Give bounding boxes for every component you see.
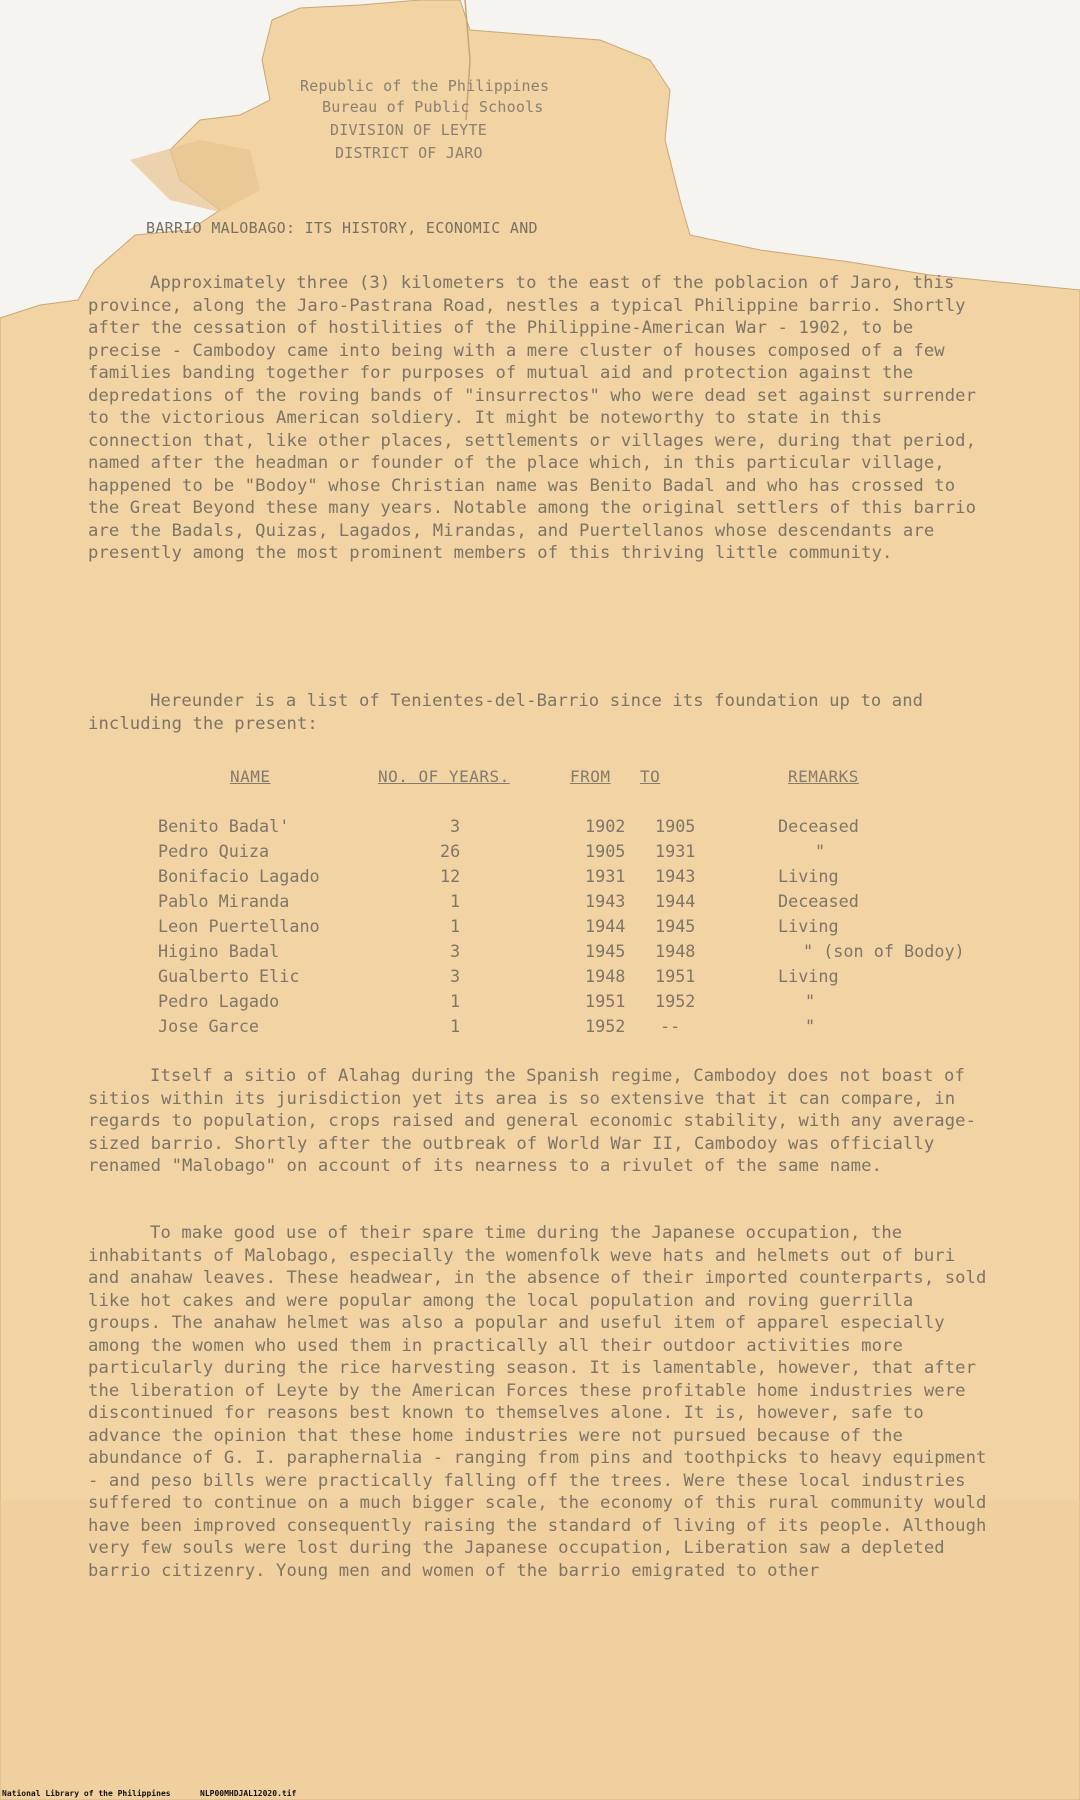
cell-years: 1 — [450, 891, 461, 911]
cell-from: 1905 — [585, 841, 626, 861]
cell-name: Higino Badal — [158, 941, 280, 961]
cell-remarks: Deceased — [778, 816, 859, 836]
header-district: DISTRICT OF JARO — [335, 144, 483, 162]
cell-years: 1 — [450, 1016, 461, 1036]
cell-from: 1943 — [585, 891, 626, 911]
cell-from: 1902 — [585, 816, 626, 836]
cell-years: 26 — [440, 841, 461, 861]
cell-from: 1952 — [585, 1016, 626, 1036]
cell-years: 3 — [450, 966, 461, 986]
footer-library: National Library of the Philippines — [2, 1789, 171, 1798]
cell-years: 1 — [450, 991, 461, 1011]
cell-years: 3 — [450, 816, 461, 836]
scan-footer — [0, 1788, 1080, 1800]
cell-name: Benito Badal' — [158, 816, 290, 836]
cell-remarks: " — [815, 841, 826, 861]
cell-name: Leon Puertellano — [158, 916, 320, 936]
sitio-paragraph: Itself a sitio of Alahag during the Spanish regime, Cambodoy does not boast of sitios within its jurisdiction yet its area is so extensive that it can compare, in regards to population, crops raised and general economic stability, with any average-sized barrio. Shortly after the outbreak of World War II, Cambodoy was officially renamed "Malobago" on account of its nearness to a rivulet of the same name. — [88, 1066, 977, 1176]
header-bureau: Bureau of Public Schools — [322, 98, 544, 116]
cell-remarks: Living — [778, 866, 839, 886]
cell-from: 1951 — [585, 991, 626, 1011]
col-header-remarks: REMARKS — [788, 767, 859, 786]
cell-to: 1951 — [655, 966, 696, 986]
cell-from: 1931 — [585, 866, 626, 886]
list-intro-paragraph: Hereunder is a list of Tenientes-del-Barrio since its foundation up to and including the present: — [88, 691, 924, 734]
cell-years: 1 — [450, 916, 461, 936]
col-header-to: TO — [640, 767, 661, 786]
cell-to: 1905 — [655, 816, 696, 836]
cell-remarks: " — [805, 991, 816, 1011]
cell-remarks: Living — [778, 966, 839, 986]
cell-from: 1948 — [585, 966, 626, 986]
cell-to: 1945 — [655, 916, 696, 936]
cell-to: 1952 — [655, 991, 696, 1011]
cell-to: 1931 — [655, 841, 696, 861]
cell-remarks: " (son of Bodoy) — [803, 941, 965, 961]
cell-to: 1944 — [655, 891, 696, 911]
col-header-name: NAME — [230, 767, 271, 786]
occupation-paragraph: To make good use of their spare time during the Japanese occupation, the inhabitants of Malobago, especially the womenfolk weve hats and helmets out of buri and anahaw leaves. These headwear, in the absence of their imported counterparts, sold like hot cakes and were popular among the local population and roving guerrilla groups. The anahaw helmet was also a popular and useful item of apparel especially among the women who used them in practically all their outdoor activities more particularly during the rice harvesting season. It is lamentable, however, that after the liberation of Leyte by the American Forces these profitable home industries were discontinued for reasons best known to themselves alone. It is, however, safe to advance the opinion that these home industries were not pursued because of the abundance of G. I. paraphernalia - ranging from pins and toothpicks to heavy equipment - and peso bills were practically falling off the trees. Were these local industries suffered to continue on a much bigger scale, the economy of this rural community would have been improved consequently raising the standard of living of its people. Although very few souls were lost during the Japanese occupation, Liberation saw a depleted barrio citizenry. Young men and women of the barrio emigrated to other — [88, 1223, 987, 1581]
document-title: BARRIO MALOBAGO: ITS HISTORY, ECONOMIC AND — [146, 219, 538, 237]
cell-to: 1943 — [655, 866, 696, 886]
history-paragraph: Approximately three (3) kilometers to the east of the poblacion of Jaro, this province, along the Jaro-Pastrana Road, nestles a typical Philippine barrio. Shortly after the cessation of hostilities of the Philippine-American War - 1902, to be precise - Cambodoy came into being with a mere cluster of houses composed of a few families banding together for purposes of mutual aid and protection against the depredations of the roving bands of "insurrectos" who were dead set against surrender to the victorious American soldiery. It might be noteworthy to state in this connection that, like other places, settlements or villages were, during that period, named after the headman or founder of the place which, in this particular village, happened to be "Bodoy" whose Christian name was Benito Badal and who has crossed to the Great Beyond these many years. Notable among the original settlers of this barrio are the Badals, Quizas, Lagados, Mirandas, and Puertellanos whose descendants are presently among the most prominent members of this thriving little community. — [88, 273, 977, 563]
cell-from: 1945 — [585, 941, 626, 961]
cell-name: Gualberto Elic — [158, 966, 300, 986]
cell-name: Bonifacio Lagado — [158, 866, 320, 886]
footer-filename: NLP00MHDJAL12020.tif — [200, 1789, 297, 1798]
cell-name: Pablo Miranda — [158, 891, 290, 911]
cell-years: 12 — [440, 866, 461, 886]
cell-remarks: Living — [778, 916, 839, 936]
cell-remarks: Deceased — [778, 891, 859, 911]
cell-to: 1948 — [655, 941, 696, 961]
cell-remarks: " — [805, 1016, 816, 1036]
cell-name: Jose Garce — [158, 1016, 260, 1036]
col-header-from: FROM — [570, 767, 611, 786]
cell-name: Pedro Quiza — [158, 841, 270, 861]
col-header-years: NO. OF YEARS. — [378, 767, 510, 786]
header-division: DIVISION OF LEYTE — [330, 121, 487, 139]
header-republic: Republic of the Philippines — [300, 77, 550, 95]
cell-years: 3 — [450, 941, 461, 961]
cell-from: 1944 — [585, 916, 626, 936]
cell-name: Pedro Lagado — [158, 991, 280, 1011]
cell-to: -- — [660, 1016, 681, 1036]
